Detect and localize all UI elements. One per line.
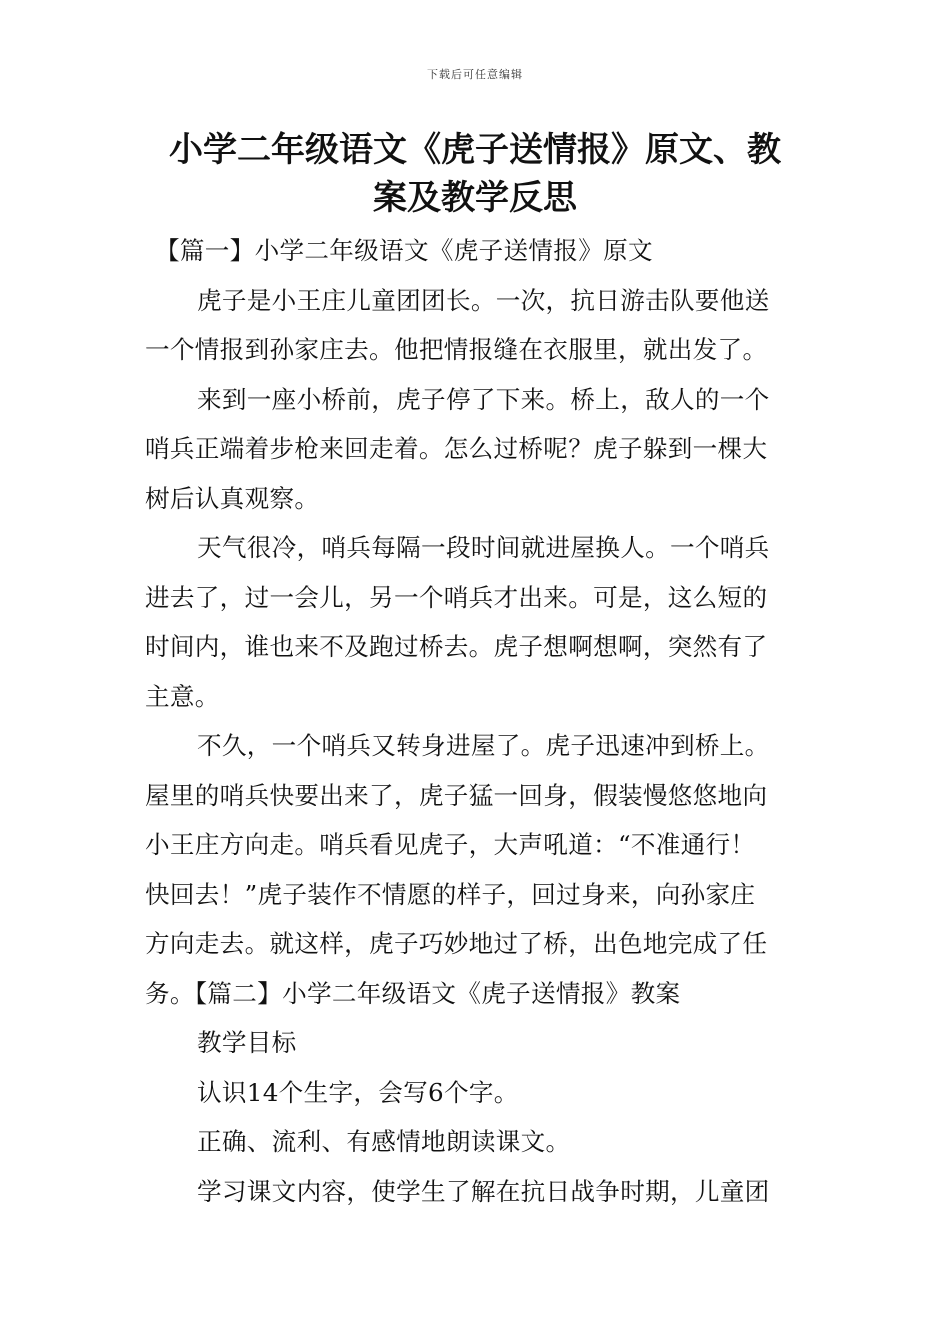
text-line: 一个情报到孙家庄去。他把情报缝在衣服里，就出发了。 — [145, 335, 768, 364]
text-line: 快回去！”虎子装作不情愿的样子，回过身来，向孙家庄 — [145, 879, 756, 909]
text-line: 方向走去。就这样，虎子巧妙地过了桥，出色地完成了任 — [145, 929, 768, 958]
text-line: 务。【篇二】小学二年级语文《虎子送情报》教案 — [145, 978, 681, 1008]
text-line: 哨兵正端着步枪来回走着。怎么过桥呢？虎子躲到一棵大 — [145, 434, 768, 463]
text-line: 教学目标 — [197, 1028, 297, 1057]
text-line: 正确、流利、有感情地朗读课文。 — [197, 1127, 571, 1156]
header-note: 下载后可任意编辑 — [427, 68, 523, 81]
text-line: 天气很冷，哨兵每隔一段时间就进屋换人。一个哨兵 — [197, 533, 770, 562]
text-line: 小王庄方向走。哨兵看见虎子，大声吼道：“不准通行！ — [145, 830, 756, 859]
title-line-2: 案及教学反思 — [373, 178, 577, 218]
text-line: 进去了，过一会儿，另一个哨兵才出来。可是，这么短的 — [145, 582, 768, 612]
text-line: 时间内，谁也来不及跑过桥去。虎子想啊想啊，突然有了 — [145, 632, 768, 661]
text-line: 虎子是小王庄儿童团团长。一次，抗日游击队要他送 — [197, 285, 770, 315]
section-heading: 【篇一】小学二年级语文《虎子送情报》原文 — [155, 236, 653, 265]
text-line: 学习课文内容，使学生了解在抗日战争时期，儿童团 — [197, 1176, 770, 1206]
text-line: 屋里的哨兵快要出来了，虎子猛一回身，假装慢悠悠地向 — [145, 780, 768, 810]
text-line: 树后认真观察。 — [145, 483, 320, 513]
text-line: 来到一座小桥前，虎子停了下来。桥上，敌人的一个 — [197, 384, 770, 414]
document-title — [145, 126, 805, 222]
text-line: 主意。 — [145, 681, 220, 711]
title-line-1: 小学二年级语文《虎子送情报》原文、教 — [169, 130, 781, 170]
document-body — [145, 226, 807, 1216]
text-line: 认识14个生字，会写6个字。 — [197, 1077, 519, 1107]
text-line: 不久，一个哨兵又转身进屋了。虎子迅速冲到桥上。 — [197, 731, 770, 760]
